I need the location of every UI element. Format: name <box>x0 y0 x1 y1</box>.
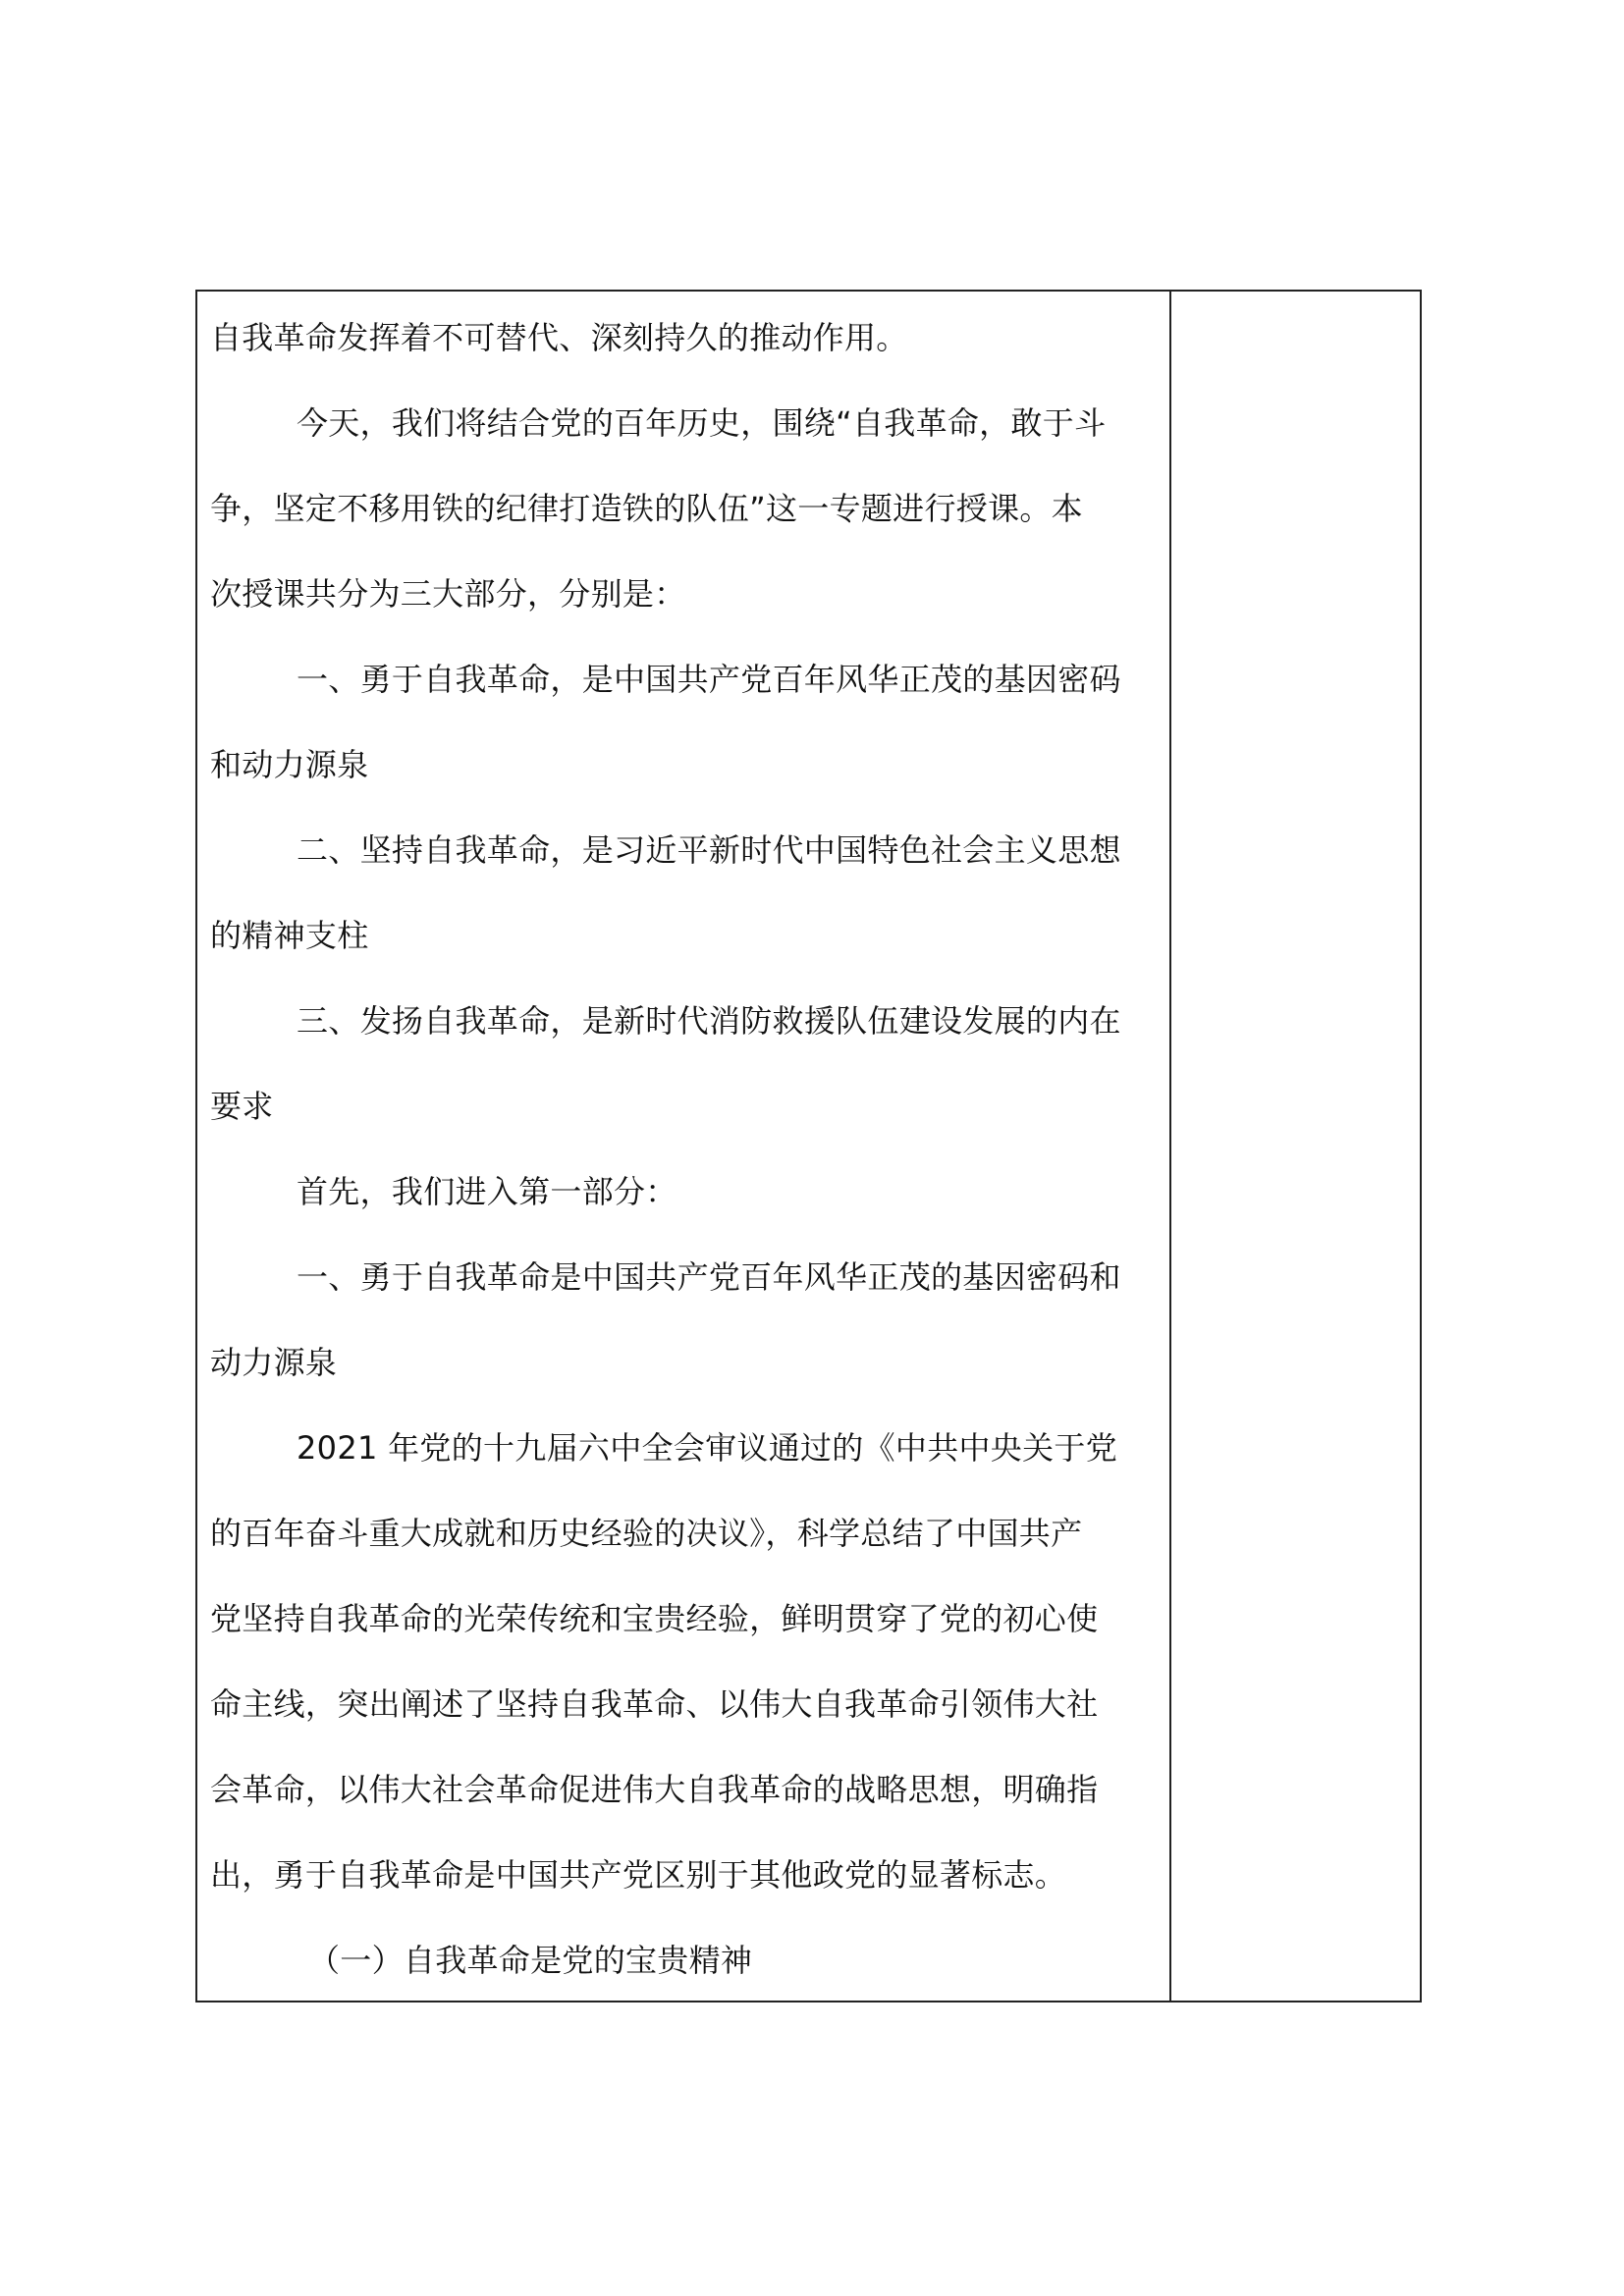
text-line: 二、坚持自我革命，是习近平新时代中国特色社会主义思想 <box>297 831 1121 869</box>
text-line: 今天，我们将结合党的百年历史，围绕“自我革命，敢于斗 <box>297 404 1107 442</box>
document-table <box>195 290 1422 2002</box>
side-cell <box>1171 292 1420 2001</box>
text-line: 的百年奋斗重大成就和历史经验的决议》，科学总结了中国共产 <box>210 1515 1083 1552</box>
text-line: 次授课共分为三大部分，分别是： <box>210 575 686 613</box>
text-line: 2021 年党的十九届六中全会审议通过的《中共中央关于党 <box>297 1429 1118 1467</box>
text-line: 党坚持自我革命的光荣传统和宝贵经验，鲜明贯穿了党的初心使 <box>210 1600 1099 1637</box>
text-line: 出，勇于自我革命是中国共产党区别于其他政党的显著标志。 <box>210 1856 1067 1894</box>
text-line: 动力源泉 <box>210 1344 338 1381</box>
text-line: 会革命，以伟大社会革命促进伟大自我革命的战略思想，明确指 <box>210 1771 1099 1808</box>
text-line: 命主线，突出阐述了坚持自我革命、以伟大自我革命引领伟大社 <box>210 1685 1099 1723</box>
text-line: 争，坚定不移用铁的纪律打造铁的队伍”这一专题进行授课。本 <box>210 490 1083 527</box>
main-cell <box>210 295 1163 2003</box>
text-line: 要求 <box>210 1088 274 1125</box>
text-line: 三、发扬自我革命，是新时代消防救援队伍建设发展的内在 <box>297 1002 1121 1040</box>
text-line: 和动力源泉 <box>210 746 369 783</box>
text-line: 一、勇于自我革命是中国共产党百年风华正茂的基因密码和 <box>297 1258 1121 1296</box>
text-line: 自我革命发挥着不可替代、深刻持久的推动作用。 <box>210 319 908 356</box>
text-line: 一、勇于自我革命，是中国共产党百年风华正茂的基因密码 <box>297 661 1121 698</box>
section-heading: （一）自我革命是党的宝贵精神 <box>308 1942 753 1979</box>
text-line: 首先，我们进入第一部分： <box>297 1173 677 1210</box>
text-line: 的精神支柱 <box>210 917 369 954</box>
